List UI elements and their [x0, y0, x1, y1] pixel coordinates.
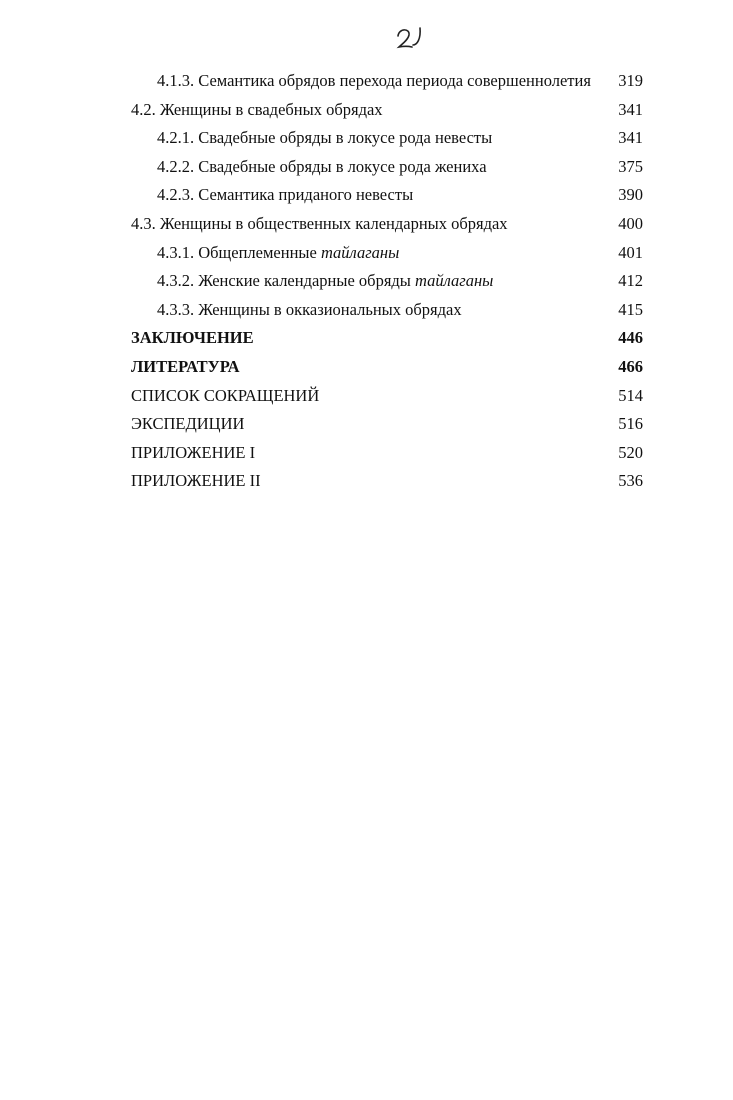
toc-entry	[131, 181, 643, 210]
toc-entry-title: СПИСОК СОКРАЩЕНИЙ	[131, 385, 320, 405]
toc-entry-page: 341	[618, 99, 643, 119]
toc-entry-title-italic: тайлаганы	[415, 271, 494, 291]
toc-entry-page: 400	[618, 213, 643, 233]
toc-entry-title	[157, 239, 612, 268]
toc-entry-title: ЗАКЛЮЧЕНИЕ	[131, 328, 254, 348]
toc-entry-page: 341	[618, 128, 643, 148]
handwritten-number-icon	[390, 22, 430, 52]
toc-entry	[131, 124, 643, 153]
toc-entry-page: 375	[618, 156, 643, 176]
toc-entry	[131, 267, 643, 296]
toc-entry	[131, 239, 643, 268]
toc-entry-page: 516	[618, 414, 643, 434]
toc-entry-page: 415	[618, 299, 643, 319]
toc-entry-title: 4.3.3. Женщины в окказиональных обрядах	[157, 299, 462, 319]
toc-entry-appendix-2	[131, 467, 643, 496]
toc-entry	[131, 153, 643, 182]
toc-entry-conclusion	[131, 324, 643, 353]
toc-entry-appendix-1	[131, 439, 643, 468]
toc-entry	[131, 96, 643, 125]
toc-entry-title: 4.2.2. Свадебные обряды в локусе рода жениха	[157, 156, 487, 176]
toc-entry-title: 4.2.1. Свадебные обряды в локусе рода невесты	[157, 128, 493, 148]
toc-entry-title-plain: 4.3.1. Общеплеменные	[157, 242, 321, 262]
toc-entry	[131, 210, 643, 239]
toc-entry-expeditions	[131, 410, 643, 439]
toc-entry-title: ПРИЛОЖЕНИЕ I	[131, 442, 256, 462]
toc-entry-title	[157, 267, 612, 296]
toc-entry-page: 446	[618, 328, 643, 348]
toc-entry-title: ЭКСПЕДИЦИИ	[131, 414, 245, 434]
toc-entry-literature	[131, 353, 643, 382]
toc-entry-page: 390	[618, 185, 643, 205]
toc-entry	[131, 296, 643, 325]
toc-entry-title: ЛИТЕРАТУРА	[131, 356, 240, 376]
toc-entry-page: 536	[618, 471, 643, 491]
toc-entry-page: 514	[618, 385, 643, 405]
toc-entry-title-plain: 4.3.2. Женские календарные обряды	[157, 271, 416, 291]
toc-entry-title: 4.1.3. Семантика обрядов перехода периода совершеннолетия	[157, 71, 591, 90]
toc-entry-title-italic: тайлаганы	[320, 242, 400, 262]
toc-entry-title: 4.2.3. Семантика приданого невесты	[157, 185, 414, 205]
toc-entry-page: 466	[618, 356, 643, 376]
toc-entry-page: 319	[618, 71, 643, 90]
toc-entry-page: 401	[618, 242, 643, 262]
toc-entry-page: 520	[618, 442, 643, 462]
toc-entry-title: ПРИЛОЖЕНИЕ II	[131, 471, 261, 491]
handwritten-page-number	[390, 22, 430, 52]
toc-entry-title: 4.3. Женщины в общественных календарных обрядах	[131, 213, 508, 233]
toc-entry-title: 4.2. Женщины в свадебных обрядах	[131, 99, 383, 119]
table-of-contents	[131, 67, 643, 496]
toc-entry	[131, 67, 643, 96]
toc-entry-abbreviations	[131, 382, 643, 411]
toc-entry-page: 412	[618, 271, 643, 291]
